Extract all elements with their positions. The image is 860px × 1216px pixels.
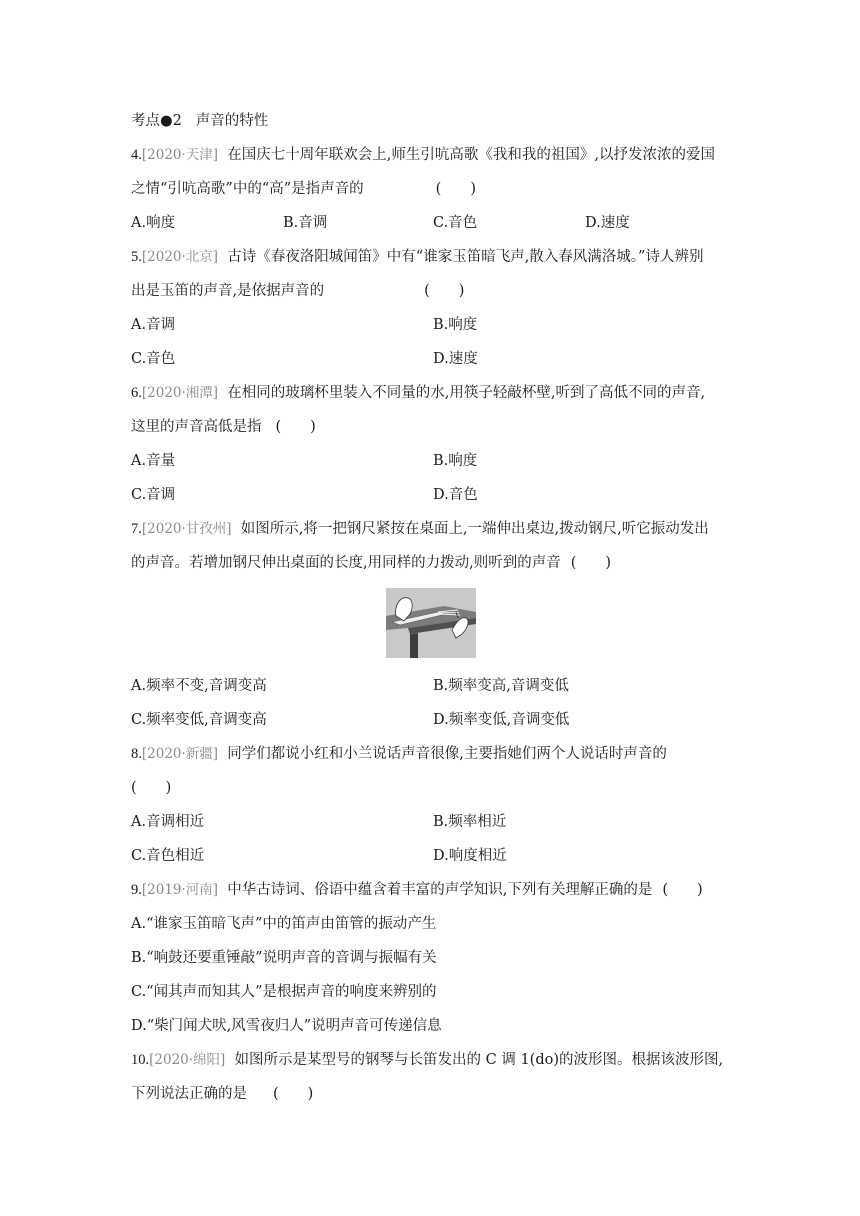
table-leg	[410, 633, 418, 658]
question-7-line-2	[131, 553, 611, 573]
question-number: 8.	[131, 746, 142, 762]
section-title: 声音的特性	[195, 113, 269, 129]
question-8-line-1	[131, 744, 667, 764]
option-a: A.音调	[131, 317, 176, 333]
answer-paren: ( )	[424, 283, 465, 299]
section-label: 考点●2	[131, 113, 182, 129]
question-source: [2020·甘孜州]	[141, 521, 232, 537]
question-text: 下列说法正确的是	[131, 1086, 247, 1102]
option-d: D.速度	[433, 351, 478, 367]
section-header	[131, 111, 268, 131]
question-6-line-1	[131, 383, 705, 403]
question-text: 如图所示是某型号的钢琴与长笛发出的 C 调 1(do)的波形图。根据该波形图,	[234, 1052, 724, 1068]
question-5-line-2	[131, 281, 464, 301]
option-d: D.“柴门闻犬吠,风雪夜归人”说明声音可传递信息	[131, 1018, 442, 1034]
option-c: C.音调	[131, 487, 176, 503]
option-b: B.频率相近	[433, 814, 507, 830]
answer-paren: ( )	[131, 780, 172, 796]
question-text: 在国庆七十周年联欢会上,师生引吭高歌《我和我的祖国》,以抒发浓浓的爱国	[227, 147, 715, 163]
option-a: A.“谁家玉笛暗飞声”中的笛声由笛管的振动产生	[131, 916, 437, 932]
question-source: [2020·北京]	[141, 249, 219, 265]
question-7-line-1	[131, 519, 709, 539]
answer-paren: ( )	[570, 555, 612, 571]
answer-paren: ( )	[273, 1086, 314, 1102]
option-d: D.频率变低,音调变低	[433, 712, 570, 728]
option-a: A.音调相近	[131, 814, 205, 830]
question-source: [2020·新疆]	[141, 746, 219, 762]
question-source: [2020·天津]	[141, 147, 219, 163]
question-text: 如图所示,将一把钢尺紧按在桌面上,一端伸出桌边,拨动钢尺,听它振动发出	[240, 521, 709, 537]
question-5-line-1	[131, 247, 703, 267]
question-number: 9.	[131, 882, 142, 898]
question-number: 5.	[131, 249, 142, 265]
option-c: C.音色	[131, 351, 176, 367]
question-number: 10.	[131, 1052, 150, 1068]
option-b: B.响度	[433, 453, 478, 469]
option-a: A.响度	[131, 215, 176, 231]
question-text: 出是玉笛的声音,是依据声音的	[131, 283, 325, 299]
question-text: 同学们都说小红和小兰说话声音很像,主要指她们两个人说话时声音的	[227, 746, 667, 762]
question-10-line-2	[131, 1084, 313, 1104]
option-c: C.“闻其声而知其人”是根据声音的响度来辨别的	[131, 984, 437, 1000]
question-text: 之情“引吭高歌”中的“高”是指声音的	[131, 181, 364, 197]
answer-paren: ( )	[662, 882, 703, 898]
question-number: 7.	[131, 521, 142, 537]
question-text: 中华古诗词、俗语中蕴含着丰富的声学知识,下列有关理解正确的是	[227, 882, 653, 898]
question-4-line-2	[131, 179, 476, 199]
question-text: 古诗《春夜洛阳城闻笛》中有“谁家玉笛暗飞声,散入春风满洛城。”诗人辨别	[227, 249, 704, 265]
option-c: C.音色	[433, 215, 478, 231]
option-a: A.频率不变,音调变高	[131, 678, 267, 694]
question-number: 6.	[131, 385, 142, 401]
question-9-line-1	[131, 880, 703, 900]
option-b: B.频率变高,音调变低	[433, 678, 569, 694]
question-8-line-2	[131, 778, 171, 798]
option-d: D.音色	[433, 487, 478, 503]
question-number: 4.	[131, 147, 142, 163]
question-6-line-2	[131, 417, 316, 437]
question-10-line-1	[131, 1050, 723, 1070]
option-a: A.音量	[131, 453, 176, 469]
question-4-line-1	[131, 145, 715, 165]
question-source: [2019·河南]	[141, 882, 219, 898]
option-b: B.音调	[283, 215, 328, 231]
question-text: 这里的声音高低是指	[131, 419, 262, 435]
option-c: C.音色相近	[131, 848, 205, 864]
question-source: [2020·湘潭]	[141, 385, 219, 401]
question-text: 在相同的玻璃杯里装入不同量的水,用筷子轻敲杯壁,听到了高低不同的声音,	[227, 385, 706, 401]
option-b: B.“响鼓还要重锤敲”说明声音的音调与振幅有关	[131, 950, 437, 966]
answer-paren: ( )	[435, 181, 476, 197]
option-d: D.速度	[585, 215, 630, 231]
question-source: [2020·绵阳]	[149, 1052, 226, 1068]
option-c: C.频率变低,音调变高	[131, 712, 267, 728]
answer-paren: ( )	[275, 419, 316, 435]
option-b: B.响度	[433, 317, 478, 333]
question-text: 的声音。若增加钢尺伸出桌面的长度,用同样的力拨动,则听到的声音	[131, 555, 561, 571]
steel-ruler-figure	[386, 588, 476, 658]
option-d: D.响度相近	[433, 848, 507, 864]
